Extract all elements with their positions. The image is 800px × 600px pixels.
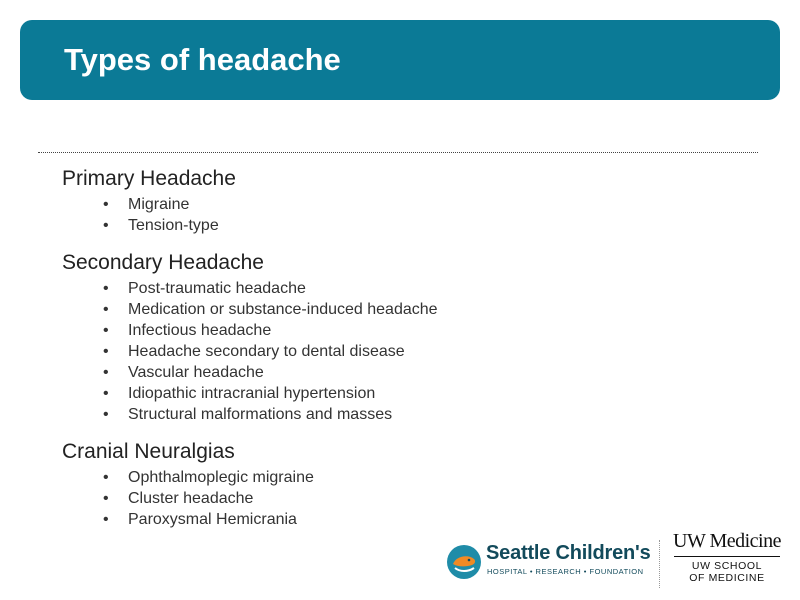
list-item-text: Migraine — [128, 196, 190, 213]
bullet-icon: • — [103, 490, 109, 507]
uw-logo-rule — [674, 556, 780, 557]
list-item — [62, 320, 622, 341]
bullet-icon: • — [103, 511, 109, 528]
list-item — [62, 215, 622, 236]
section-primary — [62, 166, 622, 236]
title-bar — [20, 20, 780, 100]
list-item-text: Ophthalmoplegic migraine — [128, 469, 314, 486]
uw-medicine-name: UW Medicine — [673, 530, 781, 552]
list-item — [62, 299, 622, 320]
list-item — [62, 194, 622, 215]
logo-separator — [659, 540, 660, 588]
bullet-icon: • — [103, 217, 109, 234]
list-item-text: Tension-type — [128, 217, 219, 234]
list-item-text: Idiopathic intracranial hypertension — [128, 385, 376, 402]
list-item-text: Cluster headache — [128, 490, 254, 507]
seattle-childrens-logo — [446, 540, 656, 584]
uw-school-line2: OF MEDICINE — [689, 572, 765, 584]
content-area — [62, 166, 622, 544]
bullet-icon: • — [103, 196, 109, 213]
whale-logo-icon — [446, 544, 482, 580]
section-neuralgias — [62, 439, 622, 530]
list-item — [62, 278, 622, 299]
seattle-childrens-tagline: HOSPITAL • RESEARCH • FOUNDATION — [487, 567, 644, 576]
section-secondary — [62, 250, 622, 425]
dotted-divider — [38, 152, 758, 153]
bullet-list — [62, 467, 622, 530]
bullet-list — [62, 194, 622, 236]
section-heading: Primary Headache — [62, 167, 236, 190]
uw-school-line1: UW SCHOOL — [691, 560, 763, 572]
bullet-icon: • — [103, 406, 109, 423]
uw-medicine-logo — [668, 530, 786, 590]
bullet-icon: • — [103, 322, 109, 339]
list-item — [62, 467, 622, 488]
list-item-text: Headache secondary to dental disease — [128, 343, 405, 360]
list-item — [62, 488, 622, 509]
bullet-icon: • — [103, 469, 109, 486]
list-item — [62, 404, 622, 425]
list-item — [62, 509, 622, 530]
uw-school-text — [668, 560, 786, 584]
bullet-icon: • — [103, 301, 109, 318]
list-item-text: Vascular headache — [128, 364, 264, 381]
bullet-icon: • — [103, 343, 109, 360]
list-item-text: Infectious headache — [128, 322, 272, 339]
seattle-childrens-name: Seattle Children's — [486, 542, 651, 564]
list-item-text: Structural malformations and masses — [128, 406, 393, 423]
bullet-icon: • — [103, 280, 109, 297]
list-item — [62, 341, 622, 362]
bullet-icon: • — [103, 364, 109, 381]
list-item-text: Post-traumatic headache — [128, 280, 306, 297]
bullet-list — [62, 278, 622, 425]
section-heading: Cranial Neuralgias — [62, 440, 235, 463]
list-item-text: Medication or substance-induced headache — [128, 301, 438, 318]
bullet-icon: • — [103, 385, 109, 402]
list-item — [62, 362, 622, 383]
section-heading: Secondary Headache — [62, 251, 264, 274]
list-item — [62, 383, 622, 404]
slide-title: Types of headache — [64, 42, 341, 77]
list-item-text: Paroxysmal Hemicrania — [128, 511, 297, 528]
